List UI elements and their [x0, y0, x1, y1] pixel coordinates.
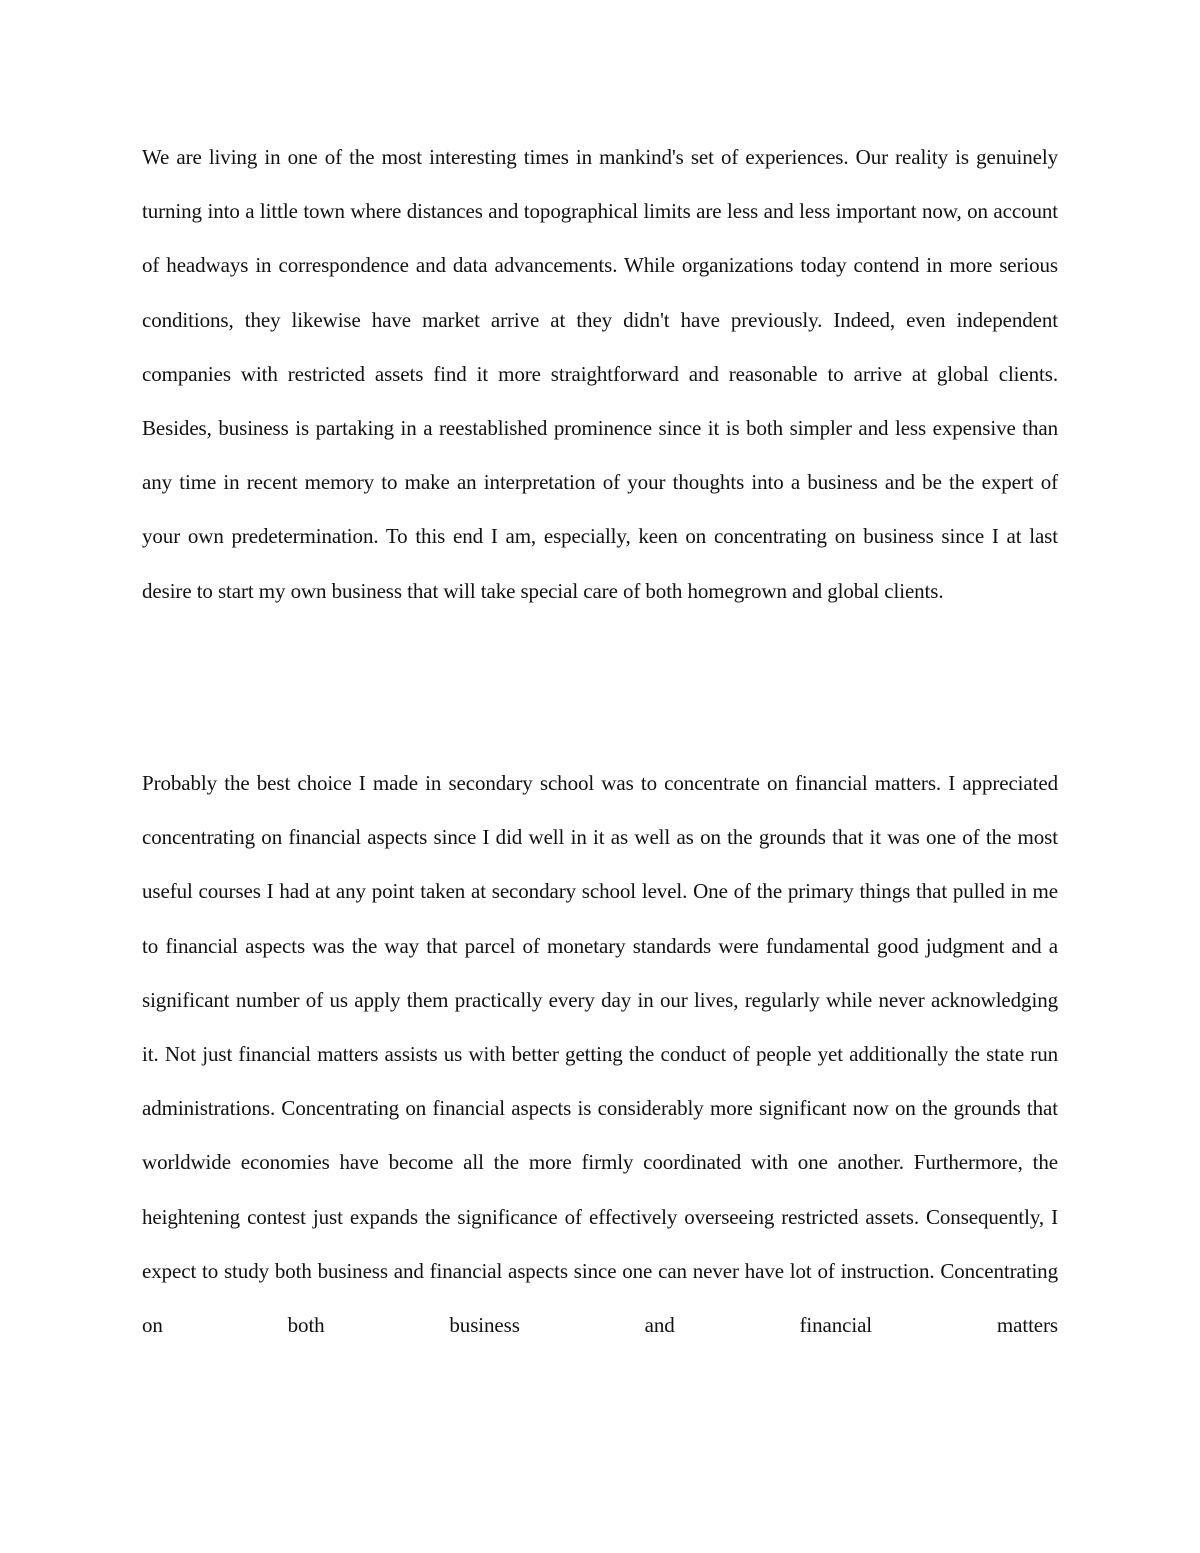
paragraph-2: Probably the best choice I made in secondary school was to concentrate on financial matters. I appreciated concentrating on financial aspects since I did well in it as well as on the grounds that it was one of the most useful courses I had at any point taken at secondary school level. One of the primary things that pulled in me to financial aspects was the way that parcel of monetary standards were fundamental good judgment and a significant number of us apply them practically every day in our lives, regularly while never acknowledging it. Not just financial matters assists us with better getting the conduct of people yet additionally the state run administrations. Concentrating on financial aspects is considerably more significant now on the grounds that worldwide economies have become all the more firmly coordinated with one another. Furthermore, the heightening contest just expands the significance of effectively overseeing restricted assets. Consequently, I expect to study both business and financial aspects since one can never have lot of instruction. Concentrating on both business and financial matters: [142, 771, 1058, 1338]
paragraph-1: We are living in one of the most interesting times in mankind's set of experiences. Our reality is genuinely turning into a little town where distances and topographical limits are less and less important now, on account of headways in correspondence and data advancements. While organizations today contend in more serious conditions, they likewise have market arrive at they didn't have previously. Indeed, even independent companies with restricted assets find it more straightforward and reasonable to arrive at global clients. Besides, business is partaking in a reestablished prominence since it is both simpler and less expensive than any time in recent memory to make an interpretation of your thoughts into a business and be the expert of your own predetermination. To this end I am, especially, keen on concentrating on business since I at last desire to start my own business that will take special care of both homegrown and global clients.: [142, 145, 1058, 603]
